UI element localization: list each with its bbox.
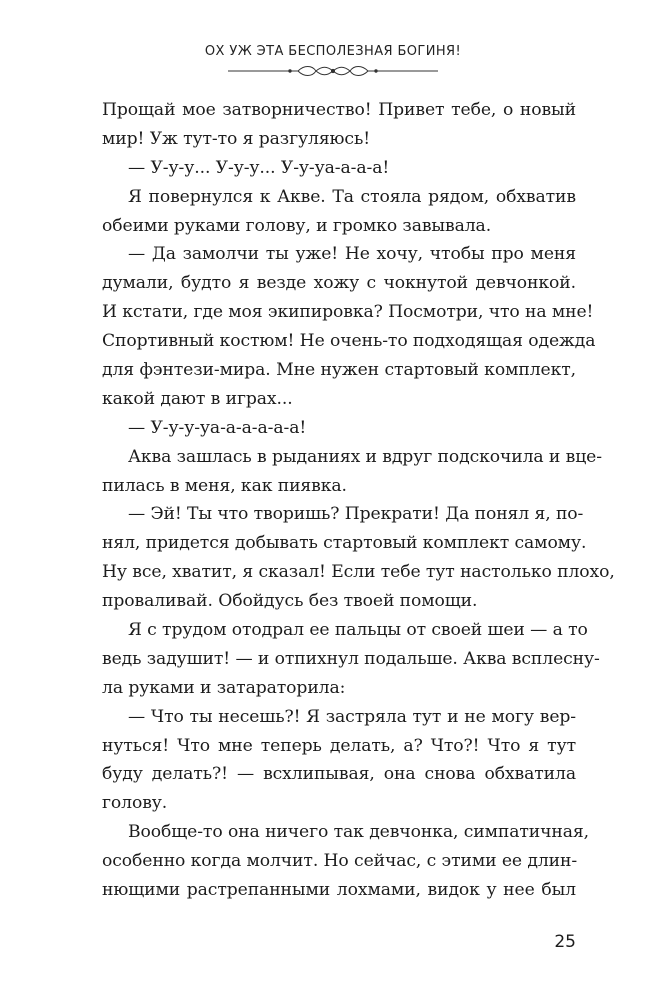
text-line: — У-у-у... У-у-у... У-у-уа-а-а-а! xyxy=(128,157,390,178)
text-line: Ну все, хватит, я сказал! Если тебе тут настолько плохо, xyxy=(102,562,615,583)
text-line: Аква зашлась в рыданиях и вдруг подскочила и вце- xyxy=(128,446,602,467)
text-line: голову. xyxy=(102,793,168,814)
text-line: проваливай. Обойдусь без твоей помощи. xyxy=(102,591,478,612)
text-line: буду делать?! — всхлипывая, она снова обхватила xyxy=(102,764,576,785)
decorative-ornament-divider xyxy=(226,64,440,78)
text-line: обеими руками голову, и громко завывала. xyxy=(102,215,492,236)
text-line: нял, придется добывать стартовый комплект самому. xyxy=(102,533,587,554)
running-head-title: ОХ УЖ ЭТА БЕСПОЛЕЗНАЯ БОГИНЯ! xyxy=(204,44,462,59)
text-line: ведь задушит! — и отпихнул подальше. Аква всплесну- xyxy=(102,648,600,669)
text-line: — Эй! Ты что творишь? Прекрати! Да понял я, по- xyxy=(128,504,584,525)
text-line: для фэнтези-мира. Мне нужен стартовый комплект, xyxy=(102,360,576,381)
text-line: думали, будто я везде хожу с чокнутой девчонкой. xyxy=(102,273,576,294)
text-line: Спортивный костюм! Не очень-то подходящая одежда xyxy=(102,331,596,352)
text-line: — Что ты несешь?! Я застряла тут и не могу вер- xyxy=(128,706,576,727)
body-text xyxy=(102,96,615,905)
text-line: Я повернулся к Акве. Та стояла рядом, обхватив xyxy=(128,186,576,207)
text-line: — У-у-у-уа-а-а-а-а-а! xyxy=(128,417,307,438)
text-line: нющими растрепанными лохмами, видок у нее был xyxy=(102,880,576,901)
text-line: пилась в меня, как пиявка. xyxy=(102,475,347,496)
text-line: — Да замолчи ты уже! Не хочу, чтобы про меня xyxy=(128,244,576,265)
text-line: нуться! Что мне теперь делать, а? Что?! Что я тут xyxy=(102,735,576,756)
text-line: Я с трудом отодрал ее пальцы от своей шеи — а то xyxy=(128,620,588,641)
text-line: какой дают в играх... xyxy=(102,388,293,409)
text-line: ла руками и затараторила: xyxy=(102,677,346,698)
text-line: Вообще-то она ничего так девчонка, симпатичная, xyxy=(128,822,589,843)
text-line: И кстати, где моя экипировка? Посмотри, что на мне! xyxy=(102,302,594,323)
page-number: 25 xyxy=(554,932,576,952)
text-line: особенно когда молчит. Но сейчас, с этими ее длин- xyxy=(102,851,578,872)
text-line: мир! Уж тут-то я разгуляюсь! xyxy=(102,128,371,149)
text-line: Прощай мое затворничество! Привет тебе, о новый xyxy=(102,100,576,120)
